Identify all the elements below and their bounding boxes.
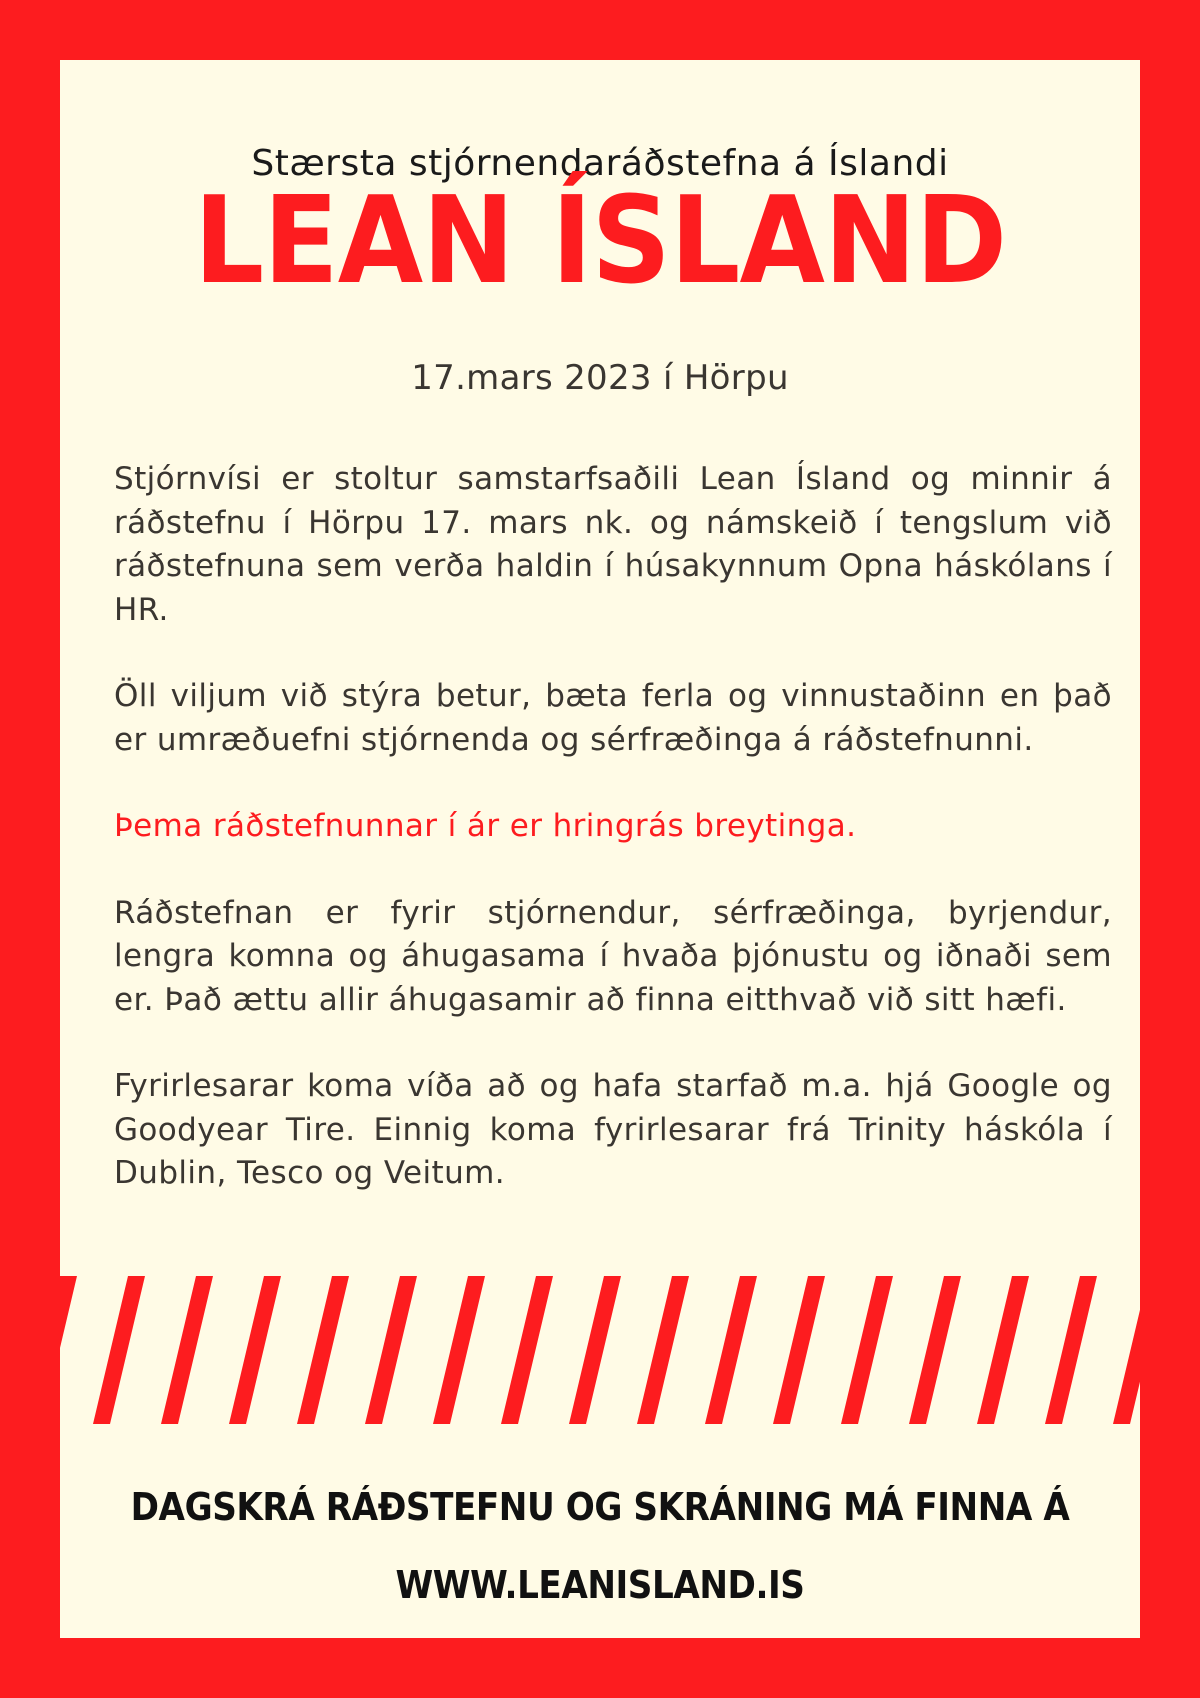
stripe <box>841 1276 893 1424</box>
body-text <box>114 458 1112 1239</box>
footer <box>60 1468 1140 1624</box>
stripe <box>637 1276 689 1424</box>
stripe <box>365 1276 417 1424</box>
stripe <box>297 1276 349 1424</box>
theme-highlight: Þema ráðstefnunnar í ár er hringrás breytinga. <box>114 808 857 844</box>
audience-paragraph: Ráðstefnan er fyrir stjórnendur, sérfræðinga, byrjendur, lengra komna og áhugasama í hvaða þjónustu og iðnaði sem er. Það ættu allir áhugasamir að finna eitthvað við sitt hæfi. <box>114 894 1112 1018</box>
stripe <box>705 1276 757 1424</box>
subtitle: Stærsta stjórnendaráðstefna á Íslandi <box>251 143 949 184</box>
intro-paragraph: Stjórnvísi er stoltur samstarfsaðili Lean Ísland og minnir á ráðstefnu í Hörpu 17. mars nk. og námskeið í tengslum við ráðstefnuna sem verða haldin í húsakynnum Opna háskólans í HR. <box>114 461 1112 628</box>
speakers-paragraph: Fyrirlesarar koma víða að og hafa starfað m.a. hjá Google og Goodyear Tire. Einnig koma fyrirlesarar frá Trinity háskóla í Dublin, Tesco og Veitum. <box>114 1068 1112 1191</box>
main-title: LEAN ÍSLAND <box>193 172 1007 311</box>
stripe <box>773 1276 825 1424</box>
stripe <box>93 1276 145 1424</box>
stripe <box>1045 1276 1097 1424</box>
stripe <box>60 1276 77 1424</box>
stripe <box>569 1276 621 1424</box>
event-date: 17.mars 2023 í Hörpu <box>411 358 789 398</box>
stripe-band <box>60 1276 1140 1424</box>
stripe <box>909 1276 961 1424</box>
stripe <box>977 1276 1029 1424</box>
diagonal-stripes-graphic <box>60 1276 1140 1424</box>
website-link[interactable]: WWW.LEANISLAND.IS <box>395 1563 805 1607</box>
footer-line-1: DAGSKRÁ RÁÐSTEFNU OG SKRÁNING MÁ FINNA Á <box>130 1485 1070 1529</box>
poster <box>60 60 1140 1638</box>
stripe <box>229 1276 281 1424</box>
stripe <box>501 1276 553 1424</box>
goals-paragraph: Öll viljum við stýra betur, bæta ferla og vinnustaðinn en það er umræðuefni stjórnenda og sérfræðinga á ráðstefnunni. <box>114 678 1112 758</box>
stripe <box>433 1276 485 1424</box>
stripe <box>161 1276 213 1424</box>
stripe <box>1113 1276 1140 1424</box>
